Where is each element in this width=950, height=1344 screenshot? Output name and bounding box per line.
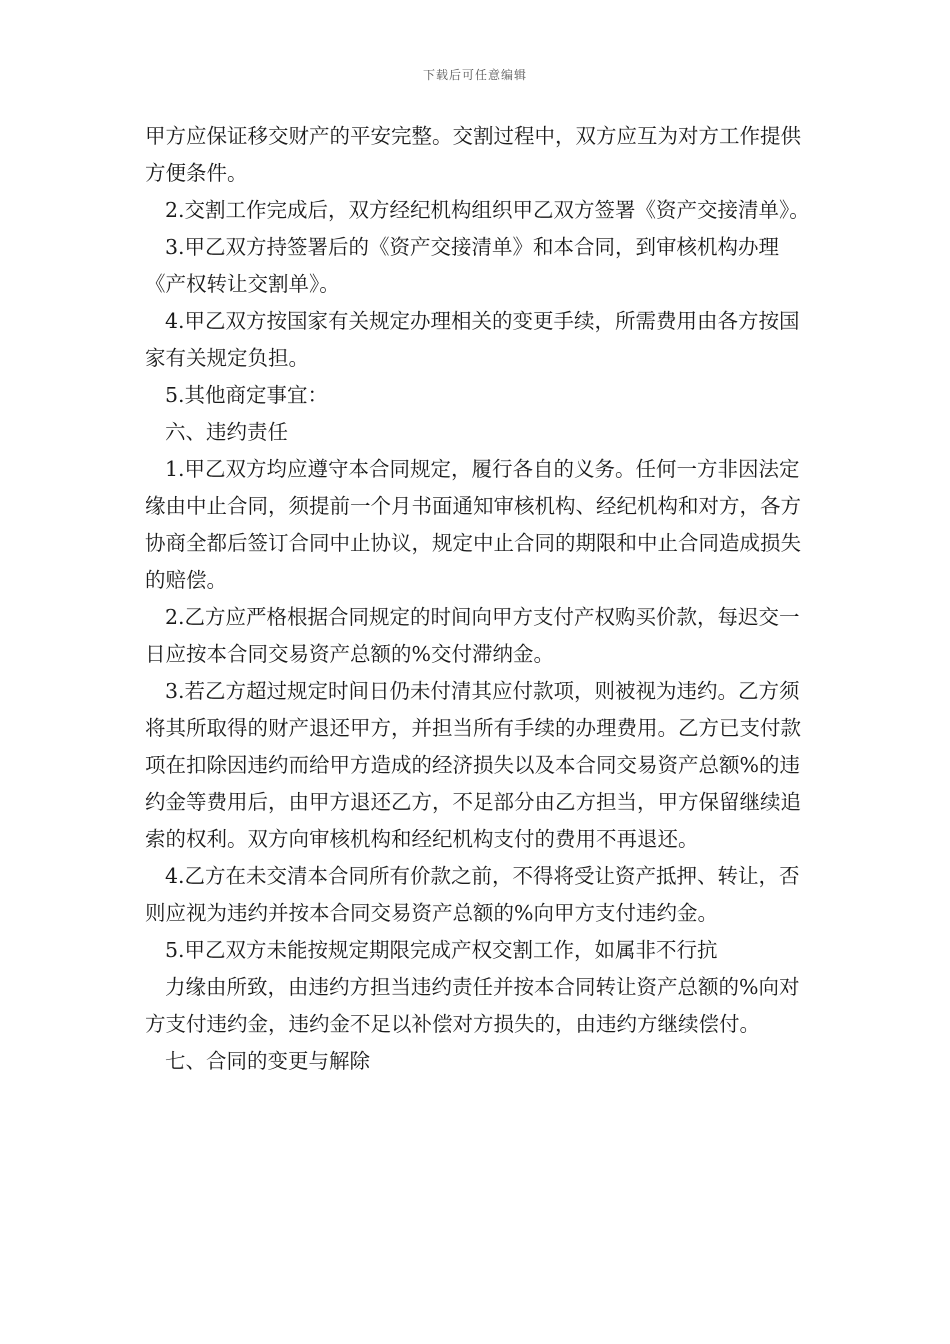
paragraph-continuation: 甲方应保证移交财产的平安完整。交割过程中，双方应互为对方工作提供方便条件。 <box>145 124 801 185</box>
clause-6-5 <box>145 932 813 1043</box>
clause-6-5-rest: 力缘由所致，由违约方担当违约责任并按本合同转让资产总额的%向对方支付违约金，违约金不足以补偿对方损失的，由违约方继续偿付。 <box>145 975 800 1036</box>
section-7-heading: 七、合同的变更与解除 <box>165 1049 370 1073</box>
clause-6-1: 1.甲乙双方均应遵守本合同规定，履行各自的义务。任何一方非因法定缘由中止合同，须提前一个月书面通知审核机构、经纪机构和对方，各方协商全都后签订合同中止协议，规定中止合同的期限和中止合同造成损失的赔偿。 <box>145 457 801 592</box>
clause-5-2: 2.交割工作完成后，双方经纪机构组织甲乙双方签署《资产交接清单》。 <box>165 198 810 222</box>
clause-6-3: 3.若乙方超过规定时间日仍未付清其应付款项，则被视为违约。乙方须将其所取得的财产退还甲方，并担当所有手续的办理费用。乙方已支付款项在扣除因违约而给甲方造成的经济损失以及本合同交易资产总额%的违约金等费用后，由甲方退还乙方，不足部分由乙方担当，甲方保留继续追索的权利。双方向审核机构和经纪机构支付的费用不再退还。 <box>145 679 801 851</box>
section-6-heading: 六、违约责任 <box>165 420 288 444</box>
clause-6-5-line1: 5.甲乙双方未能按规定期限完成产权交割工作，如属非不行抗 <box>165 938 718 962</box>
clause-6-4: 4.乙方在未交清本合同所有价款之前，不得将受让资产抵押、转让，否则应视为违约并按本合同交易资产总额的%向甲方支付违约金。 <box>145 864 800 925</box>
clause-6-2: 2.乙方应严格根据合同规定的时间向甲方支付产权购买价款，每迟交一日应按本合同交易资产总额的%交付滞纳金。 <box>145 605 800 666</box>
page-header: 下载后可任意编辑 <box>422 68 527 82</box>
clause-5-3: 3.甲乙双方持签署后的《资产交接清单》和本合同，到审核机构办理《产权转让交割单》。 <box>145 235 780 296</box>
document-body <box>145 118 813 1080</box>
clause-5-5: 5.其他商定事宜： <box>165 383 329 407</box>
clause-5-4: 4.甲乙双方按国家有关规定办理相关的变更手续，所需费用由各方按国家有关规定负担。 <box>145 309 800 370</box>
